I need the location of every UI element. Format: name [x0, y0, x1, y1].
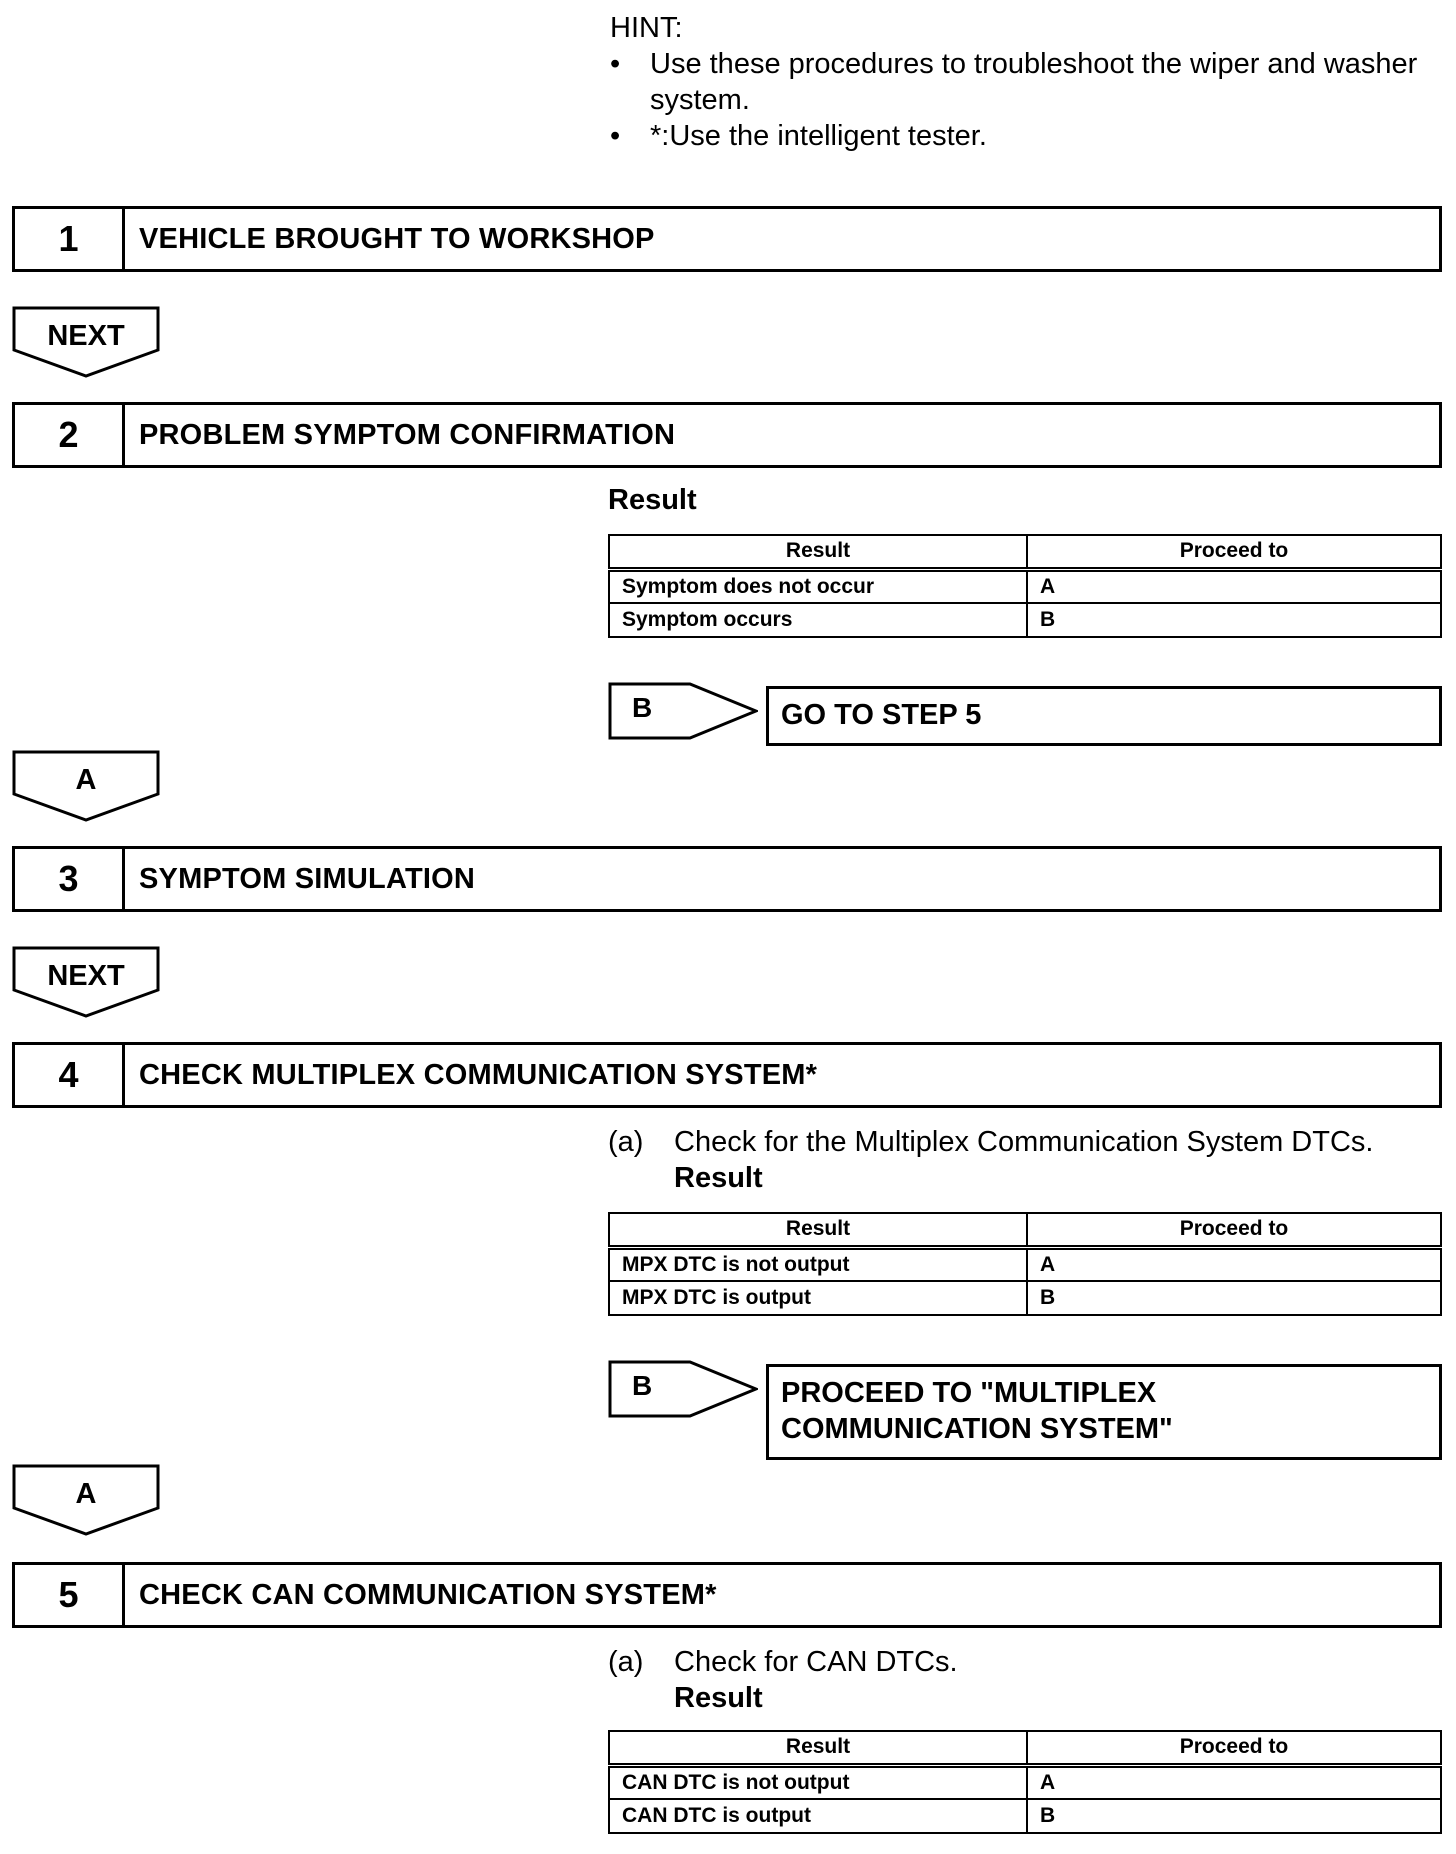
table-cell: MPX DTC is not output: [609, 1247, 1027, 1281]
table-row: [609, 603, 1441, 637]
right-arrow-icon: [608, 682, 758, 740]
branch-b-arrow: [608, 682, 758, 740]
table-cell: A: [1027, 569, 1441, 603]
item-text: Check for the Multiplex Communication System DTCs.: [674, 1126, 1374, 1158]
step-4-header: [12, 1042, 1442, 1108]
table-cell: MPX DTC is output: [609, 1281, 1027, 1315]
bullet-marker: •: [610, 48, 621, 80]
step-title: PROBLEM SYMPTOM CONFIRMATION: [139, 418, 676, 451]
step-title: CHECK MULTIPLEX COMMUNICATION SYSTEM*: [139, 1058, 818, 1091]
table-cell: CAN DTC is output: [609, 1799, 1027, 1833]
next-arrow: [12, 946, 160, 1026]
branch-target: [766, 686, 1442, 746]
result-label: Result: [674, 1682, 763, 1714]
step-number: 4: [15, 1045, 125, 1105]
branch-label: B: [632, 692, 653, 723]
table-row: [609, 1765, 1441, 1799]
table-cell: B: [1027, 1281, 1441, 1315]
right-arrow-icon: [608, 1360, 758, 1418]
step-number: 2: [15, 405, 125, 465]
step-number: 5: [15, 1565, 125, 1625]
step-number: 1: [15, 209, 125, 269]
hint-bullet-text: Use these procedures to troubleshoot the wiper and washer system.: [650, 48, 1418, 116]
step-title: CHECK CAN COMMUNICATION SYSTEM*: [139, 1578, 717, 1611]
step-title: SYMPTOM SIMULATION: [139, 862, 476, 895]
branch-target-line: PROCEED TO "MULTIPLEX: [781, 1377, 1157, 1409]
table-header-row: [609, 1213, 1441, 1247]
table-row: [609, 569, 1441, 603]
result-table: [608, 1730, 1442, 1834]
step-number: 3: [15, 849, 125, 909]
hint-bullet-text: *:Use the intelligent tester.: [650, 120, 987, 152]
step-2-header: [12, 402, 1442, 468]
item-marker: (a): [608, 1126, 644, 1158]
item-marker: (a): [608, 1646, 644, 1678]
table-cell: Symptom does not occur: [609, 569, 1027, 603]
table-cell: CAN DTC is not output: [609, 1765, 1027, 1799]
a-arrow: [12, 1464, 160, 1544]
item-text: Check for CAN DTCs.: [674, 1646, 958, 1678]
arrow-label: A: [75, 1478, 97, 1510]
table-cell: B: [1027, 1799, 1441, 1833]
hint-title: HINT:: [610, 12, 683, 44]
table-cell: Symptom occurs: [609, 603, 1027, 637]
table-row: [609, 1281, 1441, 1315]
table-row: [609, 1247, 1441, 1281]
table-header-row: [609, 1731, 1441, 1765]
branch-b-arrow: [608, 1360, 758, 1418]
next-arrow: [12, 306, 160, 386]
branch-target-text: GO TO STEP 5: [781, 699, 982, 731]
branch-target-line: COMMUNICATION SYSTEM": [781, 1413, 1173, 1445]
step-1-header: [12, 206, 1442, 272]
table-row: [609, 1799, 1441, 1833]
arrow-label: A: [75, 764, 97, 796]
step-3-header: [12, 846, 1442, 912]
result-label: Result: [674, 1162, 763, 1194]
branch-label: B: [632, 1370, 653, 1401]
table-cell: A: [1027, 1765, 1441, 1799]
table-cell: A: [1027, 1247, 1441, 1281]
step-title: VEHICLE BROUGHT TO WORKSHOP: [139, 222, 655, 255]
branch-target: [766, 1364, 1442, 1460]
column-header: Result: [609, 1731, 1027, 1765]
column-header: Proceed to: [1027, 1731, 1441, 1765]
result-table: [608, 1212, 1442, 1316]
step-5-header: [12, 1562, 1442, 1628]
column-header: Result: [609, 1213, 1027, 1247]
column-header: Proceed to: [1027, 535, 1441, 569]
column-header: Proceed to: [1027, 1213, 1441, 1247]
table-header-row: [609, 535, 1441, 569]
a-arrow: [12, 750, 160, 830]
bullet-marker: •: [610, 120, 621, 152]
table-cell: B: [1027, 603, 1441, 637]
arrow-label: NEXT: [47, 320, 125, 352]
arrow-label: NEXT: [47, 960, 125, 992]
result-label: Result: [608, 484, 697, 516]
result-table: [608, 534, 1442, 638]
column-header: Result: [609, 535, 1027, 569]
